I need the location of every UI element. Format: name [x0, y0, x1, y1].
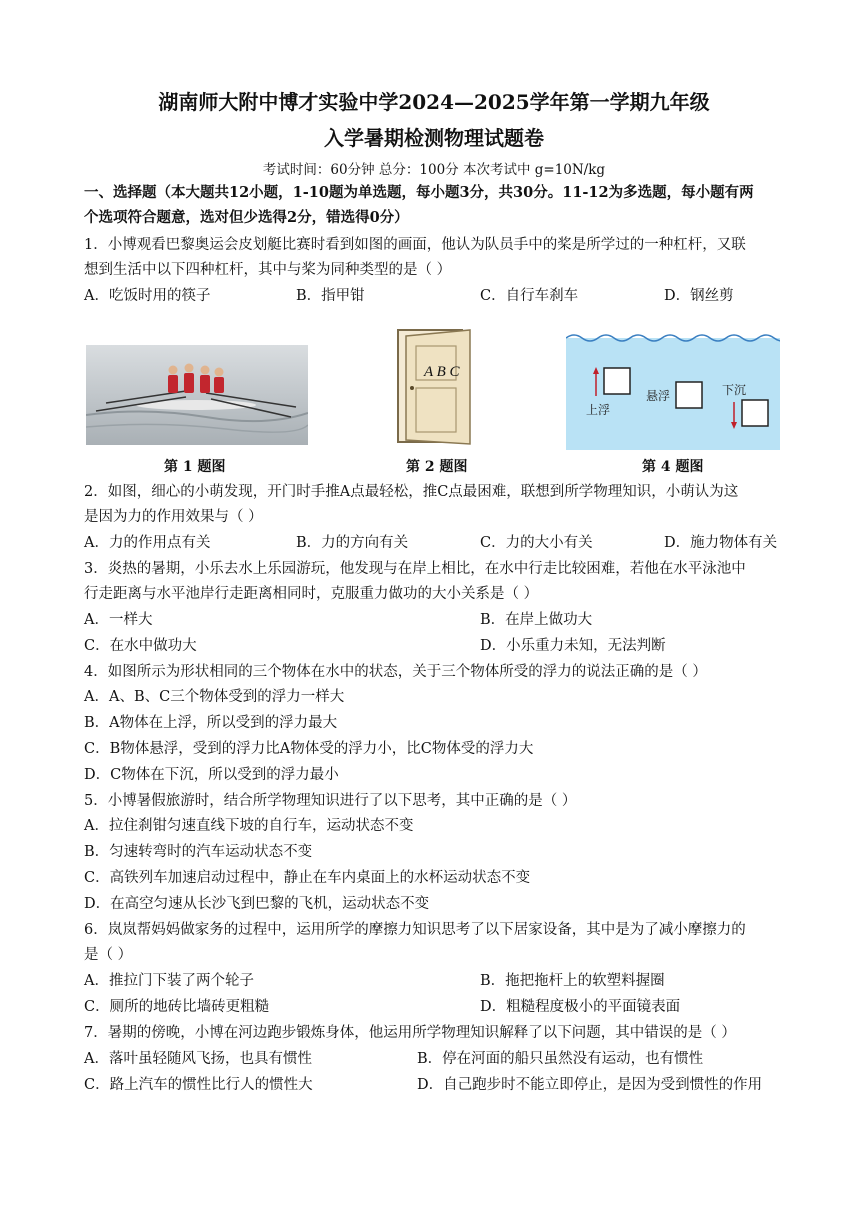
title-line2: 入学暑期检测物理试题卷	[324, 126, 544, 150]
q1-option-d: D．钢丝剪	[664, 288, 734, 304]
q5-option-a: A．拉住刹钳匀速直线下坡的自行车，运动状态不变	[84, 818, 414, 834]
q1-stem-line2: 想到生活中以下四种杠杆，其中与桨为同种类型的是（ ）	[84, 262, 452, 278]
fig1-caption: 第 1 题图	[164, 459, 226, 475]
q6-option-a: A．推拉门下装了两个轮子	[84, 973, 254, 989]
q5-option-b: B．匀速转弯时的汽车运动状态不变	[84, 844, 313, 860]
q6-option-d: D．粗糙程度极小的平面镜表面	[480, 999, 681, 1015]
q5-option-d: D．在高空匀速从长沙飞到巴黎的飞机，运动状态不变	[84, 896, 430, 912]
q6-option-c: C．厕所的地砖比墙砖更粗糙	[84, 999, 270, 1015]
q3-option-b: B．在岸上做功大	[480, 612, 593, 628]
q5-option-c: C．高铁列车加速启动过程中，静止在车内桌面上的水杯运动状态不变	[84, 870, 531, 886]
q4-stem-line1: 4．如图所示为形状相同的三个物体在水中的状态，关于三个物体所受的浮力的说法正确的是（ ）	[84, 664, 707, 680]
q3-stem-line1: 3．炎热的暑期，小乐去水上乐园游玩，他发现与在岸上相比，在水中行走比较困难，若他在水平泳池中	[84, 561, 746, 577]
rowing-photo	[86, 345, 308, 445]
q2-stem-line2: 是因为力的作用效果与（ ）	[84, 509, 263, 525]
q3-option-d: D．小乐重力未知，无法判断	[480, 638, 666, 654]
door-figure	[396, 328, 476, 446]
fig4-caption: 第 4 题图	[642, 459, 704, 475]
q7-option-d: D．自己跑步时不能立即停止，是因为受到惯性的作用	[417, 1077, 763, 1093]
q4-option-b: B．A物体在上浮，所以受到的浮力最大	[84, 715, 338, 731]
q1-option-a: A．吃饭时用的筷子	[84, 288, 211, 304]
title-line1: 湖南师大附中博才实验中学2024—2025学年第一学期九年级	[158, 90, 710, 114]
q6-stem-line1: 6．岚岚帮妈妈做家务的过程中，运用所学的摩擦力知识思考了以下居家设备，其中是为了减小摩擦力的	[84, 922, 746, 938]
q7-option-b: B．停在河面的船只虽然没有运动，也有惯性	[417, 1051, 704, 1067]
q4-option-c: C．B物体悬浮，受到的浮力比A物体受的浮力小，比C物体受的浮力大	[84, 741, 534, 757]
q7-stem-line1: 7．暑期的傍晚，小博在河边跑步锻炼身体，他运用所学物理知识解释了以下问题，其中错误的是（ ）	[84, 1025, 736, 1041]
section-heading-line2: 个选项符合题意，选对但少选得2分，错选得0分）	[84, 209, 409, 226]
q4-option-d: D．C物体在下沉，所以受到的浮力最小	[84, 767, 339, 783]
q1-option-c: C．自行车刹车	[480, 288, 579, 304]
q2-stem-line1: 2．如图，细心的小萌发现，开门时手推A点最轻松，推C点最困难，联想到所学物理知识，小萌认为这	[84, 484, 739, 500]
q1-option-b: B．指甲钳	[296, 288, 365, 304]
section-heading-line1: 一、选择题（本大题共12小题，1-10题为单选题，每小题3分，共30分。11-12为多选题，每小题有两	[84, 184, 754, 201]
q2-option-d: D．施力物体有关	[664, 535, 778, 551]
q7-option-c: C．路上汽车的惯性比行人的惯性大	[84, 1077, 313, 1093]
label-suspend: 悬浮	[646, 389, 671, 403]
exam-info: 考试时间：60分钟 总分：100分 本次考试中 g=10N/kg	[262, 162, 606, 178]
q2-option-b: B．力的方向有关	[296, 535, 409, 551]
q4-option-a: A．A、B、C三个物体受到的浮力一样大	[84, 689, 345, 705]
door-point-labels: A B C	[424, 364, 460, 380]
q2-option-a: A．力的作用点有关	[84, 535, 211, 551]
label-up: 上浮	[586, 403, 611, 417]
q7-option-a: A．落叶虽轻随风飞扬，也具有惯性	[84, 1051, 312, 1067]
q6-stem-line2: 是（ ）	[84, 947, 133, 963]
buoyancy-figure	[566, 330, 780, 450]
q3-option-a: A．一样大	[84, 612, 153, 628]
q1-stem-line1: 1．小博观看巴黎奥运会皮划艇比赛时看到如图的画面，他认为队员手中的桨是所学过的一种杠杆，又联	[84, 237, 746, 253]
q5-stem-line1: 5．小博暑假旅游时，结合所学物理知识进行了以下思考，其中正确的是（ ）	[84, 793, 577, 809]
q2-option-c: C．力的大小有关	[480, 535, 593, 551]
fig2-caption: 第 2 题图	[406, 459, 468, 475]
q6-option-b: B．拖把拖杆上的软塑料握圈	[480, 973, 665, 989]
label-sink: 下沉	[722, 383, 747, 397]
q3-option-c: C．在水中做功大	[84, 638, 197, 654]
q3-stem-line2: 行走距离与水平池岸行走距离相同时，克服重力做功的大小关系是（ ）	[84, 586, 539, 602]
